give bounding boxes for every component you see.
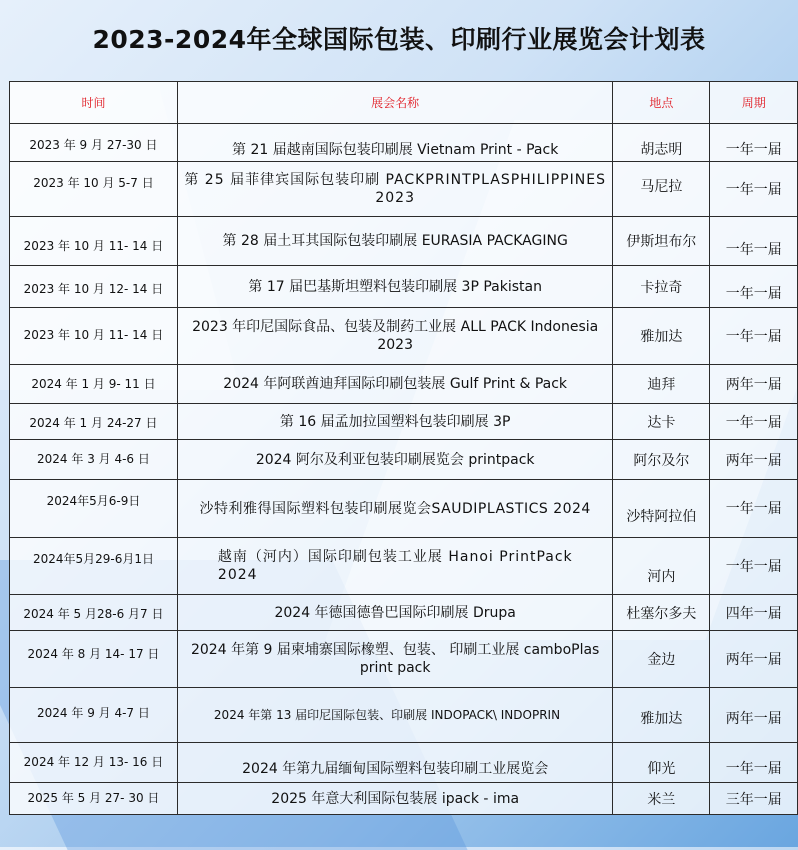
cell-time: 2024 年 9 月 4-7 日	[10, 688, 178, 743]
cell-time: 2024 年 3 月 4-6 日	[10, 440, 178, 480]
cell-location: 伊斯坦布尔	[613, 217, 710, 266]
cell-time: 2023 年 10 月 5-7 日	[10, 162, 178, 217]
cell-cycle: 一年一届	[710, 124, 798, 162]
cell-location: 迪拜	[613, 365, 710, 404]
cell-name: 2024 年第九届缅甸国际塑料包装印刷工业展览会	[177, 743, 613, 783]
table-row	[10, 783, 798, 815]
cell-location: 杜塞尔多夫	[613, 595, 710, 631]
cell-time: 2024 年 8 月 14- 17 日	[10, 631, 178, 688]
cell-location: 仰光	[613, 743, 710, 783]
cell-cycle: 两年一届	[710, 440, 798, 480]
cell-name: 第 16 届孟加拉国塑料包装印刷展 3P	[177, 404, 613, 440]
table-row	[10, 404, 798, 440]
table-row	[10, 124, 798, 162]
table-row	[10, 688, 798, 743]
table-header-row	[10, 82, 798, 124]
cell-name: 第 21 届越南国际包装印刷展 Vietnam Print - Pack	[177, 124, 613, 162]
table-row	[10, 743, 798, 783]
cell-name: 第 25 届菲律宾国际包装印刷 PACKPRINTPLASPHILIPPINES 2023	[177, 162, 613, 217]
table-row	[10, 365, 798, 404]
cell-cycle: 一年一届	[710, 538, 798, 595]
page-title: 2023-2024年全球国际包装、印刷行业展览会计划表	[92, 25, 706, 54]
cell-cycle: 四年一届	[710, 595, 798, 631]
cell-location: 雅加达	[613, 308, 710, 365]
cell-cycle: 一年一届	[710, 217, 798, 266]
table-row	[10, 308, 798, 365]
cell-name: 越南（河内）国际印刷包装工业展 Hanoi PrintPack 2024	[177, 538, 613, 595]
table-row	[10, 595, 798, 631]
cell-cycle: 一年一届	[710, 162, 798, 217]
header-cycle: 周期	[710, 82, 798, 124]
cell-name: 2024 年第 9 届柬埔寨国际橡塑、包装、 印刷工业展 camboPlas print pack	[177, 631, 613, 688]
cell-time: 2024 年 5 月28-6 月7 日	[10, 595, 178, 631]
cell-time: 2024 年 1 月 9- 11 日	[10, 365, 178, 404]
cell-time: 2023 年 10 月 11- 14 日	[10, 308, 178, 365]
cell-cycle: 两年一届	[710, 631, 798, 688]
cell-location: 河内	[613, 538, 710, 595]
table-row	[10, 538, 798, 595]
cell-name: 2024 年德国德鲁巴国际印刷展 Drupa	[177, 595, 613, 631]
table-row	[10, 217, 798, 266]
table-row	[10, 631, 798, 688]
cell-name: 2023 年印尼国际食品、包装及制药工业展 ALL PACK Indonesia 2023	[177, 308, 613, 365]
cell-cycle: 一年一届	[710, 480, 798, 538]
cell-time: 2023 年 9 月 27-30 日	[10, 124, 178, 162]
cell-time: 2024年5月29-6月1日	[10, 538, 178, 595]
header-time: 时间	[10, 82, 178, 124]
cell-name: 第 17 届巴基斯坦塑料包装印刷展 3P Pakistan	[177, 266, 613, 308]
cell-location: 胡志明	[613, 124, 710, 162]
cell-name: 第 28 届土耳其国际包装印刷展 EURASIA PACKAGING	[177, 217, 613, 266]
cell-time: 2024年5月6-9日	[10, 480, 178, 538]
cell-time: 2023 年 10 月 12- 14 日	[10, 266, 178, 308]
table-row	[10, 162, 798, 217]
cell-cycle: 一年一届	[710, 743, 798, 783]
cell-location: 米兰	[613, 783, 710, 815]
header-name: 展会名称	[177, 82, 613, 124]
header-location: 地点	[613, 82, 710, 124]
cell-name: 2024 年第 13 届印尼国际包装、印刷展 INDOPACK\ INDOPRIN	[177, 688, 613, 743]
cell-location: 雅加达	[613, 688, 710, 743]
cell-time: 2023 年 10 月 11- 14 日	[10, 217, 178, 266]
table-row	[10, 480, 798, 538]
cell-name: 2025 年意大利国际包装展 ipack - ima	[177, 783, 613, 815]
cell-location: 马尼拉	[613, 162, 710, 217]
cell-time: 2024 年 12 月 13- 16 日	[10, 743, 178, 783]
cell-name: 2024 阿尔及利亚包装印刷展览会 printpack	[177, 440, 613, 480]
cell-cycle: 一年一届	[710, 404, 798, 440]
cell-location: 达卡	[613, 404, 710, 440]
cell-cycle: 两年一届	[710, 688, 798, 743]
cell-location: 阿尔及尔	[613, 440, 710, 480]
exhibition-table	[9, 81, 798, 815]
cell-cycle: 一年一届	[710, 266, 798, 308]
table-row	[10, 440, 798, 480]
cell-cycle: 两年一届	[710, 365, 798, 404]
cell-name: 沙特利雅得国际塑料包装印刷展览会SAUDIPLASTICS 2024	[177, 480, 613, 538]
cell-location: 金边	[613, 631, 710, 688]
cell-cycle: 一年一届	[710, 308, 798, 365]
cell-time: 2025 年 5 月 27- 30 日	[10, 783, 178, 815]
cell-name: 2024 年阿联酋迪拜国际印刷包装展 Gulf Print & Pack	[177, 365, 613, 404]
cell-location: 沙特阿拉伯	[613, 480, 710, 538]
table-row	[10, 266, 798, 308]
cell-location: 卡拉奇	[613, 266, 710, 308]
cell-time: 2024 年 1 月 24-27 日	[10, 404, 178, 440]
cell-cycle: 三年一届	[710, 783, 798, 815]
